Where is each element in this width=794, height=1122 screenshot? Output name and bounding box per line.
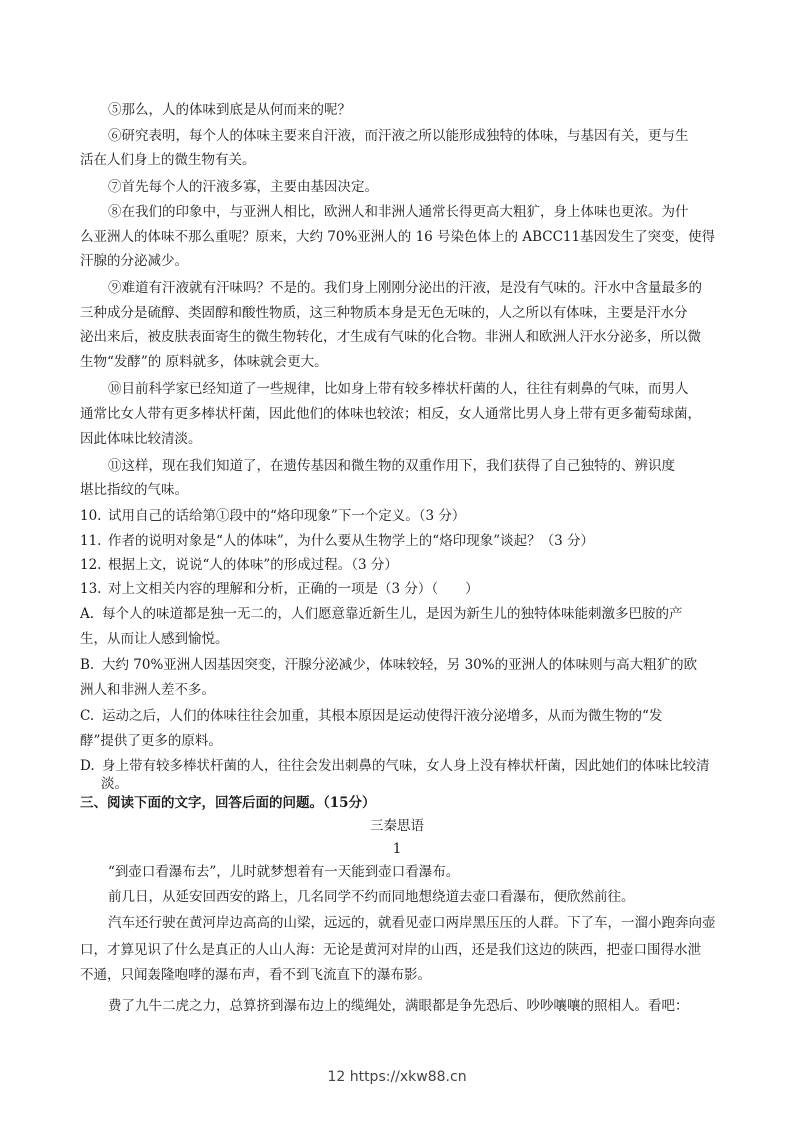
paragraph-9-line-2: 三种成分是硫醇、类固醇和酸性物质，这三种物质本身是无色无味的，人之所以有体味，主要是汗水分: [80, 305, 688, 321]
option-a-line-1: [0, 605, 794, 623]
paragraph-8-line-1: ⑧在我们的印象中，与亚洲人相比，欧洲人和非洲人通常长得更高大粗犷，身上体味也更浓。为什: [108, 204, 689, 220]
option-letter: C.: [80, 708, 95, 724]
question-number: 11.: [80, 533, 102, 549]
article-section-number: 1: [392, 841, 402, 857]
article-paragraph-4: 费了九牛二虎之力，总算挤到瀑布边上的缆绳处，满眼都是争先恐后、吵吵嚷嚷的照相人。看吧：: [108, 998, 689, 1014]
option-b-line-1: [0, 656, 794, 674]
paragraph-10-line-3: 因此体味比较清淡。: [80, 431, 202, 447]
question-text: 根据上文，说说“人的体味”的形成过程。（3 分）: [108, 557, 398, 573]
paragraph-11-line-2: 堪比指纹的气味。: [80, 482, 188, 498]
page-footer: 12 https://xkw88.cn: [327, 1069, 467, 1085]
paragraph-9-line-3: 泌出来后，被皮肤表面寄生的微生物转化，才生成有气味的化合物。非洲人和欧洲人汗水分泌多，所以微: [80, 329, 701, 345]
option-text: 身上带有较多棒状杆菌的人，往往会发出刺鼻的气味，女人身上没有棒状杆菌，因此她们的体味比较清: [102, 758, 710, 774]
option-letter: D.: [80, 758, 95, 774]
article-paragraph-3-line-2: 口，才算见识了什么是真正的人山人海：无论是黄河对岸的山西，还是我们这边的陕西，把壶口围得水泄: [80, 942, 701, 958]
option-text: 每个人的味道都是独一无二的，人们愿意靠近新生儿，是因为新生儿的独特体味能刺激多巴胺的产: [102, 606, 683, 622]
paragraph-9-line-4: 生物“发酵”的 原料就多，体味就会更大。: [80, 354, 328, 370]
paragraph-10-line-1: ⑩目前科学家已经知道了一些规律，比如身上带有较多棒状杆菌的人，往往有刺鼻的气味，而男人: [108, 381, 689, 397]
paragraph-8-line-3: 汗腺的分泌减少。: [80, 253, 188, 269]
paragraph-10-line-2: 通常比女人带有更多棒状杆菌，因此他们的体味也较浓；相反，女人通常比男人身上带有更多葡萄球菌，: [80, 406, 701, 422]
paragraph-9-line-1: ⑨难道有汗液就有汗味吗？不是的。我们身上刚刚分泌出的汗液，是没有气味的。汗水中含量最多的: [108, 280, 702, 296]
question-text: 对上文相关内容的理解和分析，正确的一项是（3 分）（ ）: [108, 581, 479, 597]
paragraph-6-line-1: ⑥研究表明，每个人的体味主要来自汗液，而汗液之所以能形成独特的体味，与基因有关，更与生: [108, 128, 689, 144]
article-paragraph-2: 前几日，从延安回西安的路上，几名同学不约而同地想绕道去壶口看瀑布，便欣然前往。: [108, 889, 635, 905]
option-a-line-2: 生，从而让人感到愉悦。: [80, 631, 229, 647]
paragraph-8-line-2: 么亚洲人的体味不那么重呢？原来，大约 70%亚洲人的 16 号染色体上的 ABCC11基因发生了突变，使得: [80, 229, 716, 245]
question-12: [0, 556, 794, 574]
article-paragraph-3-line-1: 汽车还行驶在黄河岸边高高的山梁，远远的，就看见壶口两岸黑压压的人群。下了车，一溜小跑奔向壶: [108, 915, 716, 931]
article-paragraph-3-line-3: 不通，只闻轰隆咆哮的瀑布声，看不到飞流直下的瀑布影。: [80, 967, 431, 983]
question-text: 作者的说明对象是“人的体味”，为什么要从生物学上的“烙印现象”谈起？（3 分）: [108, 533, 594, 549]
option-text: 运动之后，人们的体味往往会加重，其根本原因是运动使得汗液分泌增多，从而为微生物的“发: [102, 708, 663, 724]
paragraph-11-line-1: ⑪这样，现在我们知道了，在遗传基因和微生物的双重作用下，我们获得了自己独特的、辨识度: [108, 458, 675, 474]
option-b-line-2: 洲人和非洲人差不多。: [80, 682, 215, 698]
question-number: 10.: [80, 508, 102, 524]
paragraph-6-line-2: 活在人们身上的微生物有关。: [80, 152, 256, 168]
option-d-line-1: [0, 757, 794, 775]
question-13: [0, 580, 794, 598]
question-number: 13.: [80, 581, 102, 597]
question-number: 12.: [80, 557, 102, 573]
paragraph-7: ⑦首先每个人的汗液多寡，主要由基因决定。: [108, 179, 378, 195]
question-11: [0, 532, 794, 550]
section-3-heading: 三、阅读下面的文字，回答后面的问题。（15分）: [80, 795, 376, 811]
question-10: [0, 507, 794, 525]
option-letter: B.: [80, 657, 95, 673]
option-c-line-2: 酵”提供了更多的原料。: [80, 733, 222, 749]
option-d-line-2: 淡。: [101, 776, 128, 792]
option-c-line-1: [0, 707, 794, 725]
question-text: 试用自己的话给第①段中的“烙印现象”下一个定义。（3 分）: [108, 508, 466, 524]
option-letter: A.: [80, 606, 95, 622]
article-title: 三秦思语: [370, 818, 424, 834]
paragraph-5: ⑤那么，人的体味到底是从何而来的呢？: [108, 102, 351, 118]
article-paragraph-1: “到壶口看瀑布去”，儿时就梦想着有一天能到壶口看瀑布。: [108, 864, 460, 880]
option-text: 大约 70%亚洲人因基因突变，汗腺分泌减少，体味较轻，另 30%的亚洲人的体味则与高大粗犷的欧: [102, 657, 698, 673]
